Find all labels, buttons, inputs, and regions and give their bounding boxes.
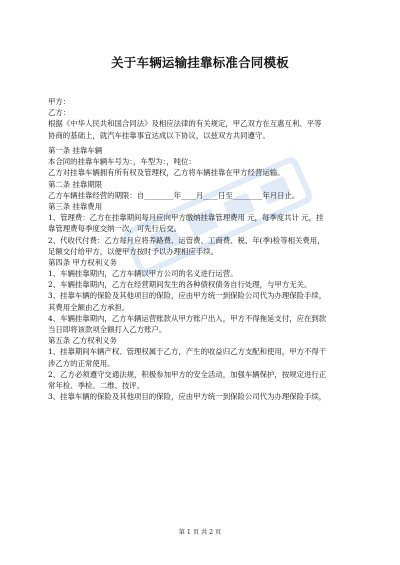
document-title: 关于车辆运输挂靠标准合同模板 <box>111 55 289 70</box>
article-3-line-1: 1、管理费：乙方在挂靠期间每月应向甲方缴纳挂靠管理费用 元，每季度共计 元，挂 <box>48 213 324 223</box>
preamble-line-2: 协商的基础上，就汽车挂靠事宜达成以下协议，以兹双方共同遵守。 <box>48 130 270 140</box>
article-2-heading: 第二条 挂靠期限 <box>48 179 103 189</box>
article-4-line-2: 2、车辆挂靠期内，乙方在经营期间发生的各种债权债务自行处理，与甲方无关。 <box>48 280 312 290</box>
article-2-line-1: 乙方车辆挂靠经营的期限：自________年____月____日至________年月日止。 <box>48 190 300 200</box>
article-1-line-2: 乙方对挂靠车辆拥有所有权及管理权，乙方将车辆挂靠在甲方经营运输。 <box>48 168 285 178</box>
article-4-line-5: 4、车辆挂靠期内，乙方车辆运营账款从甲方账户出入，甲方不得拖延支付，应在到款 <box>48 313 327 323</box>
article-4-line-4: 其费用全额由乙方承担。 <box>48 302 130 312</box>
article-5-line-3: 2、乙方必须遵守交通法规，积极参加甲方的安全活动，加强车辆保护，按规定进行正 <box>48 369 327 379</box>
preamble-line-1: 根据《中华人民共和国合同法》及相应法律的有关规定，甲乙双方在互惠互利、平等 <box>48 119 322 129</box>
article-1-line-1: 本合同的挂靠车辆车号为：，车型为：，吨位： <box>48 157 196 167</box>
article-4-line-3: 3、挂靠车辆的保险及其他项目的保险，应由甲方统一到保险公司代为办理保险手续， <box>48 291 327 301</box>
article-1-heading: 第一条 挂靠车辆 <box>48 146 103 156</box>
article-5-line-4: 常年检、季检、二维、技评。 <box>48 380 145 390</box>
page-number-footer: 第 1 页 共 2 页 <box>178 529 222 536</box>
document-body <box>48 96 357 402</box>
article-3-line-2: 靠管理费每季度交纳一次，可先行后交。 <box>48 224 182 234</box>
article-5-line-1: 1、挂靠期间车辆产权、管理权属于乙方，产生的收益归乙方支配和使用，甲方不得干 <box>48 347 327 357</box>
party-b-line: 乙方： <box>48 108 71 118</box>
article-5-line-2: 涉乙方的正常使用。 <box>48 358 115 368</box>
party-a-line: 甲方： <box>48 97 71 106</box>
article-5-line-5: 3、挂靠车辆的保险及其他项目的保险，应由甲方统一到保险公司代为办理保险手续， <box>48 392 327 402</box>
article-4-line-1: 1、车辆挂靠期内，乙方车辆以甲方公司的名义进行运营。 <box>48 269 238 279</box>
article-4-line-6: 当日即将该款项全额打入乙方账户。 <box>48 325 167 335</box>
article-4-heading: 第四条 甲方权利义务 <box>48 257 117 267</box>
article-3-line-3: 2、代收代付费：乙方每月应将养路费、运管费、工商费、税、年(季)检等相关费用， <box>48 235 325 245</box>
article-3-heading: 第三条 挂靠费用 <box>48 201 103 211</box>
article-3-line-4: 足额交付给甲方，以便甲方按时予以办理相应手续。 <box>48 246 218 256</box>
article-5-heading: 第五条 乙方权利义务 <box>48 336 117 346</box>
